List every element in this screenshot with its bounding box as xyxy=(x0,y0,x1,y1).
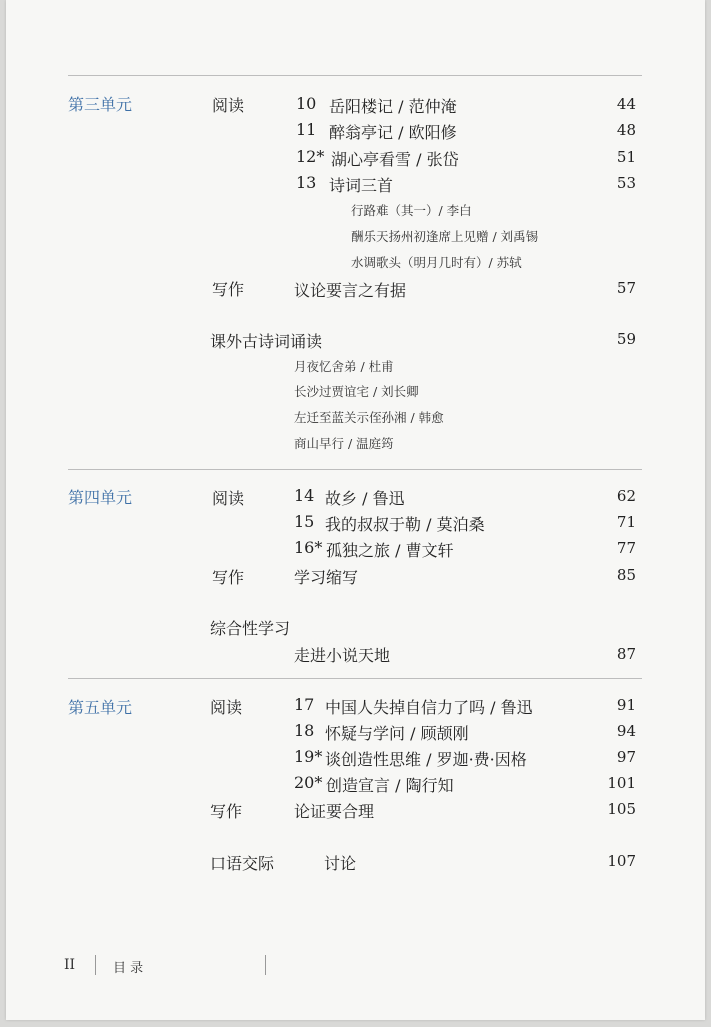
oral-communication-label: 口语交际 xyxy=(210,854,275,873)
page-number: 59 xyxy=(616,330,636,348)
page-number: 44 xyxy=(616,95,636,113)
writing-title[interactable]: 学习缩写 xyxy=(294,568,359,587)
footer-divider xyxy=(95,955,96,975)
unit-divider xyxy=(68,75,642,76)
reading-label: 阅读 xyxy=(212,96,245,115)
reading-label: 阅读 xyxy=(210,698,243,717)
page-number: 48 xyxy=(616,121,636,139)
writing-label: 写作 xyxy=(212,280,245,299)
lesson-number: 18 xyxy=(294,721,315,740)
poem-title[interactable]: 左迁至蓝关示侄孙湘 / 韩愈 xyxy=(294,410,444,425)
page-number: 94 xyxy=(616,722,636,740)
writing-title[interactable]: 论证要合理 xyxy=(294,802,375,821)
reading-label: 阅读 xyxy=(212,489,245,508)
lesson-title[interactable]: 岳阳楼记 / 范仲淹 xyxy=(329,97,457,116)
lesson-number: 16* xyxy=(294,538,323,557)
page-number: 107 xyxy=(607,852,636,870)
unit-heading: 第四单元 xyxy=(68,488,133,507)
page-number: 91 xyxy=(616,696,636,714)
lesson-title[interactable]: 创造宣言 / 陶行知 xyxy=(326,776,454,795)
page-number: 57 xyxy=(616,279,636,297)
poem-title[interactable]: 酬乐天扬州初逢席上见赠 / 刘禹锡 xyxy=(351,229,539,244)
page-number: 85 xyxy=(616,566,636,584)
writing-label: 写作 xyxy=(212,568,245,587)
lesson-title[interactable]: 我的叔叔于勒 / 莫泊桑 xyxy=(325,515,485,534)
extra-reading-title[interactable]: 课外古诗词诵读 xyxy=(210,332,323,351)
poem-title[interactable]: 长沙过贾谊宅 / 刘长卿 xyxy=(294,384,419,399)
page-number: 87 xyxy=(616,645,636,663)
page-number: 105 xyxy=(607,800,636,818)
lesson-title[interactable]: 诗词三首 xyxy=(329,176,394,195)
page-number: 71 xyxy=(616,513,636,531)
writing-label: 写作 xyxy=(210,802,243,821)
lesson-number: 11 xyxy=(296,120,317,139)
footer-section-label: 目 录 xyxy=(113,961,144,976)
poem-title[interactable]: 行路难（其一）/ 李白 xyxy=(351,203,472,218)
page-number: 97 xyxy=(616,748,636,766)
unit-divider xyxy=(68,678,642,679)
footer-page-numeral: II xyxy=(64,957,76,973)
oral-communication-title[interactable]: 讨论 xyxy=(324,854,357,873)
lesson-number: 13 xyxy=(296,173,317,192)
lesson-number: 10 xyxy=(296,94,317,113)
lesson-number: 20* xyxy=(294,773,323,792)
poem-title[interactable]: 商山早行 / 温庭筠 xyxy=(294,436,394,451)
page-number: 53 xyxy=(616,174,636,192)
unit-heading: 第五单元 xyxy=(68,698,133,717)
footer-divider xyxy=(265,955,266,975)
lesson-title[interactable]: 中国人失掉自信力了吗 / 鲁迅 xyxy=(325,698,533,717)
lesson-title[interactable]: 怀疑与学问 / 顾颉刚 xyxy=(325,724,469,743)
page-number: 62 xyxy=(616,487,636,505)
unit-heading: 第三单元 xyxy=(68,95,133,114)
poem-title[interactable]: 水调歌头（明月几时有）/ 苏轼 xyxy=(351,255,522,270)
lesson-number: 19* xyxy=(294,747,323,766)
unit-divider xyxy=(68,469,642,470)
lesson-number: 17 xyxy=(294,695,315,714)
lesson-number: 15 xyxy=(294,512,315,531)
poem-title[interactable]: 月夜忆舍弟 / 杜甫 xyxy=(294,359,394,374)
lesson-title[interactable]: 孤独之旅 / 曹文轩 xyxy=(326,541,454,560)
lesson-title[interactable]: 故乡 / 鲁迅 xyxy=(325,489,405,508)
lesson-number: 14 xyxy=(294,486,315,505)
page-number: 77 xyxy=(616,539,636,557)
writing-title[interactable]: 议论要言之有据 xyxy=(294,281,407,300)
lesson-number: 12* xyxy=(296,147,325,166)
lesson-title[interactable]: 谈创造性思维 / 罗迦·费·因格 xyxy=(325,750,527,769)
toc-page xyxy=(6,0,705,1020)
page-number: 101 xyxy=(607,774,636,792)
page-number: 51 xyxy=(616,148,636,166)
lesson-title[interactable]: 湖心亭看雪 / 张岱 xyxy=(331,150,459,169)
comprehensive-title[interactable]: 走进小说天地 xyxy=(294,646,391,665)
comprehensive-label: 综合性学习 xyxy=(210,619,291,638)
lesson-title[interactable]: 醉翁亭记 / 欧阳修 xyxy=(329,123,457,142)
